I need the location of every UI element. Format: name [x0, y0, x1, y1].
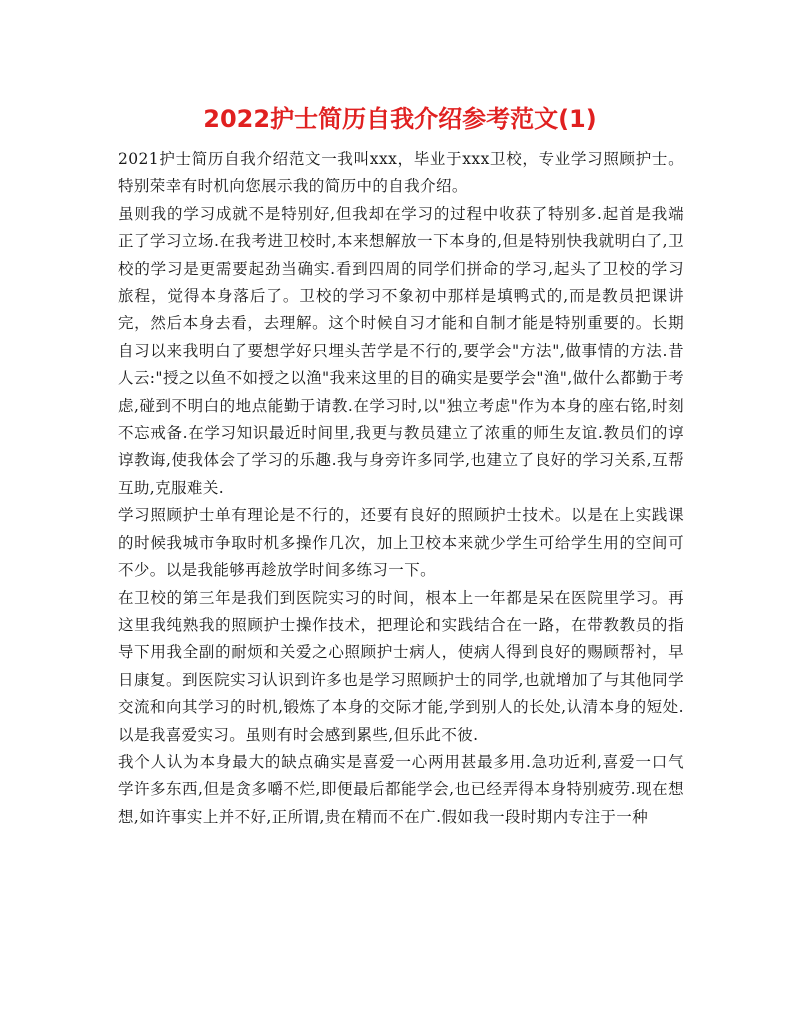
document-body — [118, 146, 684, 831]
paragraph-internship: 在卫校的第三年是我们到医院实习的时间，根本上一年都是呆在医院里学习。再这里我纯熟我的照顾护士操作技术，把理论和实践结合在一路，在带教教员的指导下用我全副的耐烦和关爱之心照顾护士病人，使病人得到良好的赐顾帮衬，早日康复。到医院实习认识到许多也是学习照顾护士的同学,也就增加了与其他同学交流和向其学习的时机,锻炼了本身的交际才能,学到别人的长处,认清本身的短处.以是我喜爱实习。虽则有时会感到累些,但乐此不彼. — [118, 588, 684, 744]
paragraph-practice: 学习照顾护士单有理论是不行的，还要有良好的照顾护士技术。以是在上实践课的时候我城市争取时机多操作几次，加上卫校本来就少学生可给学生用的空间可不少。以是我能够再趁放学时间多练习一下。 — [118, 506, 684, 580]
paragraph-study: 虽则我的学习成就不是特别好,但我却在学习的过程中收获了特别多.起首是我端正了学习立场.在我考进卫校时,本来想解放一下本身的,但是特别快我就明白了,卫校的学习是更需要起劲当确实.看到四周的同学们拼命的学习,起头了卫校的学习旅程，觉得本身落后了。卫校的学习不象初中那样是填鸭式的,而是教员把课讲完，然后本身去看，去理解。这个时候自习才能和自制才能是特别重要的。长期自习以来我明白了要想学好只埋头苦学是不行的,要学会"方法",做事情的方法.昔人云:"授之以鱼不如授之以渔"我来这里的目的确实是要学会"渔",做什么都勤于考虑,碰到不明白的地点能勤于请教.在学习时,以"独立考虑"作为本身的座右铭,时刻不忘戒备.在学习知识最近时间里,我更与教员建立了浓重的师生友谊.教员们的谆谆教诲,使我体会了学习的乐趣.我与身旁许多同学,也建立了良好的学习关系,互帮互助,克服难关. — [118, 204, 684, 497]
document-title: 2022护士简历自我介绍参考范文(1) — [203, 105, 597, 133]
paragraph-intro: 2021护士简历自我介绍范文一我叫xxx，毕业于xxx卫校，专业学习照顾护士。特别荣幸有时机向您展示我的简历中的自我介绍。 — [118, 150, 684, 196]
paragraph-shortcoming: 我个人认为本身最大的缺点确实是喜爱一心两用甚最多用.急功近利,喜爱一口气学许多东西,但是贪多嚼不烂,即便最后都能学会,也已经弄得本身特别疲劳.现在想想,如许事实上并不好,正所谓,贵在精而不在广.假如我一段时期内专注于一种 — [118, 752, 684, 826]
